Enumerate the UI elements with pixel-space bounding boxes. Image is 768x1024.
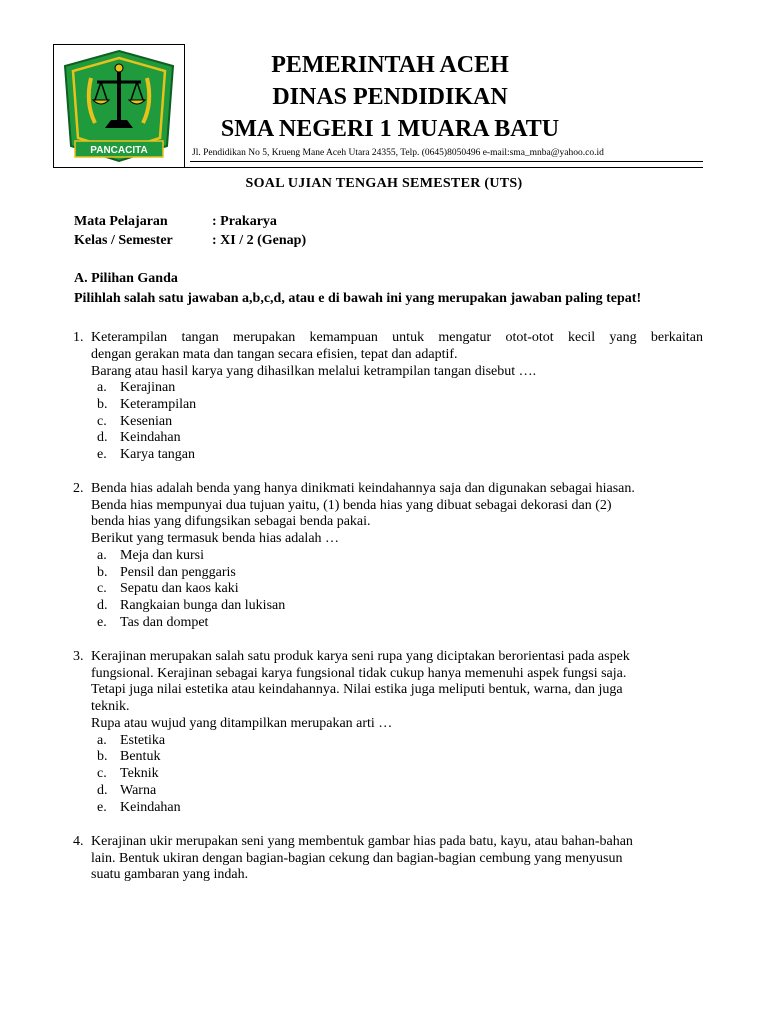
option-text: Pensil dan penggaris [120,565,236,580]
question-number: 1. [73,330,84,345]
question-text: Berikut yang termasuk benda hias adalah … [91,531,340,546]
option-letter: a. [97,548,107,563]
header-line-school: SMA NEGERI 1 MUARA BATU [220,116,560,142]
question-text: dengan gerakan mata dan tangan secara efisien, tepat dan adaptif. [91,347,458,362]
exam-title: SOAL UJIAN TENGAH SEMESTER (UTS) [245,176,523,191]
class-value: : XI / 2 (Genap) [212,233,307,248]
option-text: Rangkaian bunga dan lukisan [120,598,286,613]
question-text: fungsional. Kerajinan sebagai karya fungsional tidak cukup hanya memenuhi aspek fungsi saja. [91,666,627,681]
option-text: Estetika [120,733,166,748]
option-text: Meja dan kursi [120,548,204,563]
school-address: Jl. Pendidikan No 5, Krueng Mane Aceh Utara 24355, Telp. (0645)8050496 e-mail:sma_mnba@yahoo.co.id [192,148,604,158]
option-text: Karya tangan [120,447,196,462]
question-text: Kerajinan merupakan salah satu produk karya seni rupa yang diciptakan berorientasi pada aspek [91,649,630,664]
option-text: Kesenian [120,414,173,429]
option-letter: c. [97,581,107,596]
question-text: Benda hias adalah benda yang hanya dinikmati keindahannya saja dan digunakan sebagai hiasan. [91,481,635,496]
option-text: Kerajinan [120,380,176,395]
option-letter: a. [97,380,107,395]
option-text: Tas dan dompet [120,615,209,630]
question-number: 2. [73,481,84,496]
question-text: benda hias yang difungsikan sebagai benda pakai. [91,514,371,529]
option-letter: d. [97,783,108,798]
header-line-government: PEMERINTAH ACEH [271,52,509,78]
subject-value: : Prakarya [212,214,277,229]
option-letter: b. [97,749,108,764]
option-text: Bentuk [120,749,161,764]
class-label: Kelas / Semester [74,233,173,248]
option-letter: e. [97,615,107,630]
option-letter: d. [97,430,108,445]
question-text: Barang atau hasil karya yang dihasilkan melalui ketrampilan tangan disebut …. [91,364,537,379]
question-text: Rupa atau wujud yang ditampilkan merupakan arti … [91,716,393,731]
option-text: Keindahan [120,800,181,815]
section-instruction: Pilihlah salah satu jawaban a,b,c,d, atau e di bawah ini yang merupakan jawaban paling tepat! [74,291,642,306]
option-letter: c. [97,414,107,429]
question-number: 4. [73,834,84,849]
subject-label: Mata Pelajaran [74,214,168,229]
question-text: lain. Bentuk ukiran dengan bagian-bagian cekung dan bagian-bagian cembung yang menyusun [91,851,623,866]
option-letter: b. [97,397,108,412]
option-text: Sepatu dan kaos kaki [120,581,239,596]
question-text: Kerajinan ukir merupakan seni yang membentuk gambar hias pada batu, kayu, atau bahan-bahan [91,834,633,849]
section-heading: A. Pilihan Ganda [74,271,178,286]
question-text: Benda hias mempunyai dua tujuan yaitu, (1) benda hias yang dibuat sebagai dekorasi dan (2) [91,498,612,513]
header-line-department: DINAS PENDIDIKAN [272,84,508,110]
option-letter: e. [97,800,107,815]
question-text: suatu gambaran yang indah. [91,867,249,882]
question-number: 3. [73,649,84,664]
option-letter: b. [97,565,108,580]
option-text: Teknik [120,766,159,781]
header-rule-thick [53,167,703,168]
option-letter: d. [97,598,108,613]
question-text: Tetapi juga nilai estetika atau keindahannya. Nilai estika juga meliputi bentuk, warna, dan juga [91,682,623,697]
header-rule-thin [190,161,703,162]
option-letter: e. [97,447,107,462]
option-text: Keterampilan [120,397,197,412]
question-text: Keterampilan tangan merupakan kemampuan untuk mengatur otot-otot kecil yang berkaitan [91,330,703,345]
option-text: Warna [120,783,157,798]
option-text: Keindahan [120,430,181,445]
option-letter: c. [97,766,107,781]
option-letter: a. [97,733,107,748]
question-text: teknik. [91,699,130,714]
logo-banner-text: PANCACITA [90,145,148,156]
school-emblem [61,48,177,164]
